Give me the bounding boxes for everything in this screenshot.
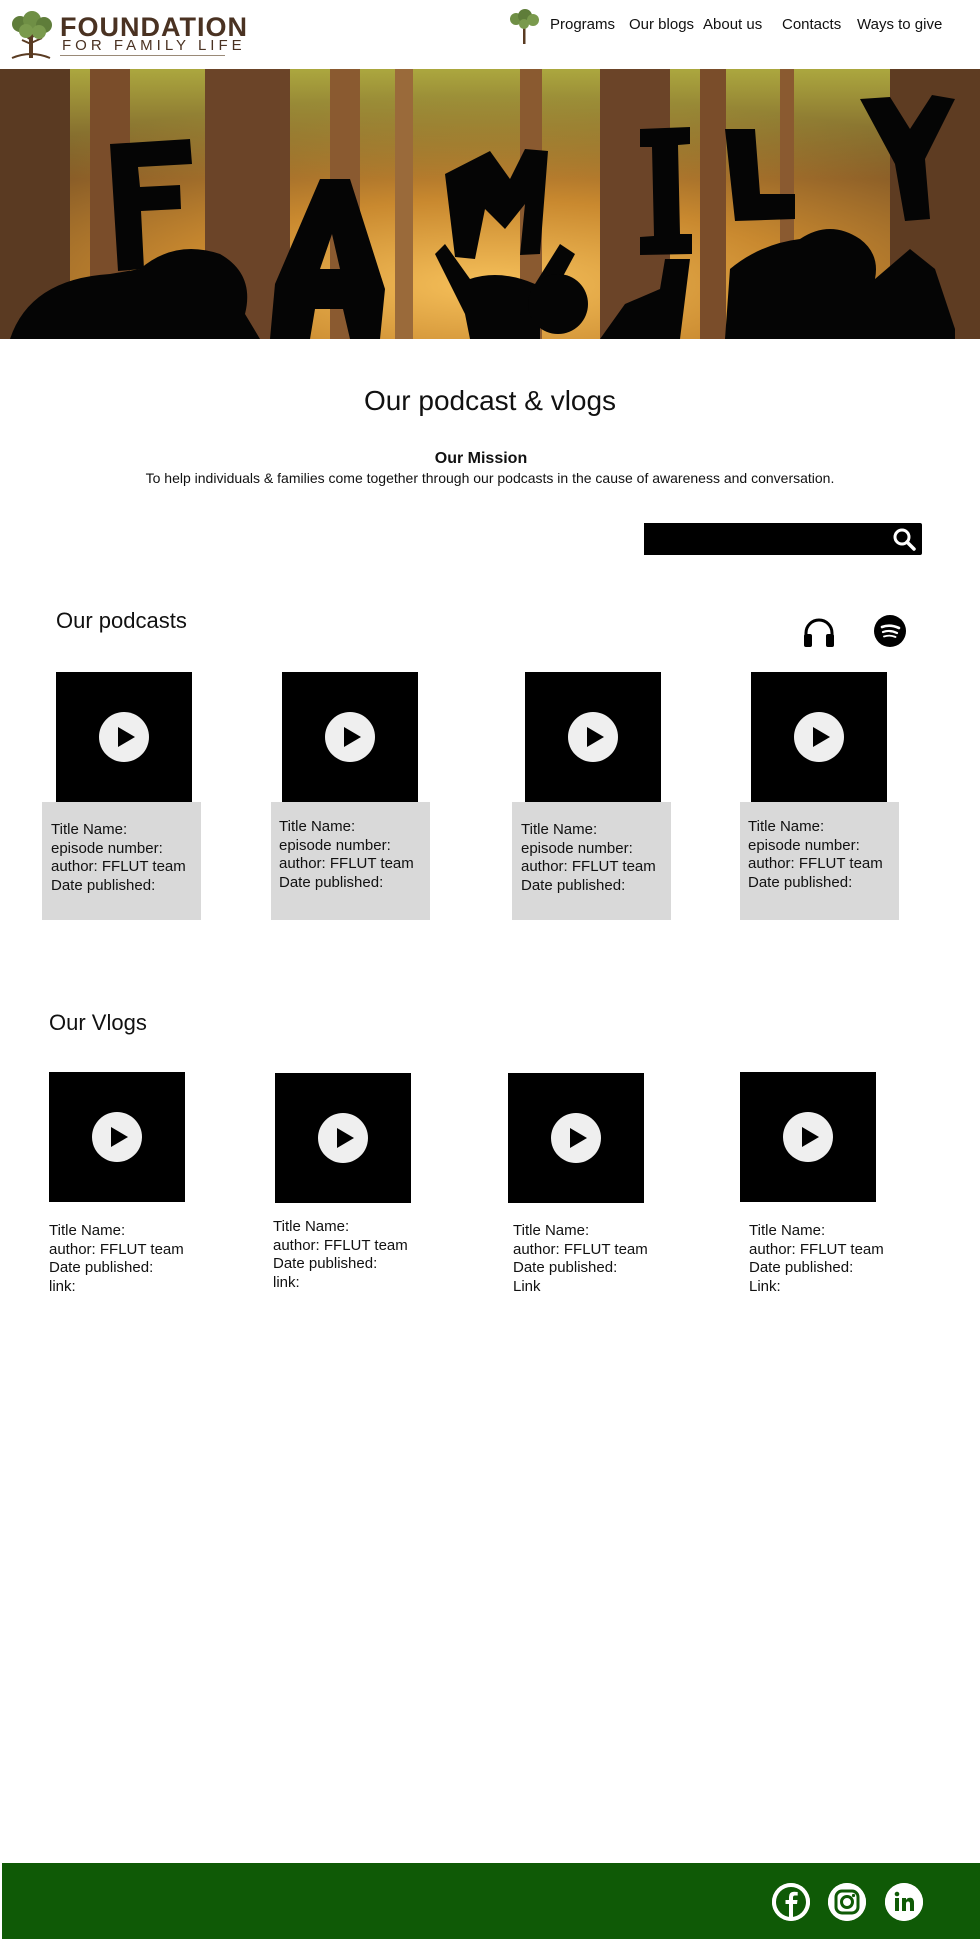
vlog-date: Date published: [513, 1259, 618, 1276]
podcast-meta [521, 821, 656, 895]
vlog-meta [273, 1218, 408, 1292]
headphones-icon [801, 614, 837, 650]
vlog-meta [749, 1222, 884, 1296]
podcast-thumbnail[interactable] [56, 672, 192, 802]
podcast-title: Title Name: [748, 818, 825, 835]
spotify-icon [874, 615, 906, 647]
podcast-meta [748, 818, 883, 892]
vlog-thumbnail[interactable] [275, 1073, 411, 1203]
vlog-title: Title Name: [513, 1222, 590, 1239]
podcast-episode: episode number: [279, 836, 391, 854]
play-icon [783, 1112, 833, 1162]
search-input[interactable] [644, 523, 884, 555]
vlogs-heading: Our Vlogs [49, 1010, 147, 1035]
facebook-icon [772, 1883, 810, 1921]
vlog-thumbnail[interactable] [740, 1072, 876, 1202]
vlog-thumbnail[interactable] [49, 1072, 185, 1202]
podcast-thumbnail[interactable] [525, 672, 661, 802]
play-icon [325, 712, 375, 762]
mission-heading: Our Mission [434, 450, 528, 467]
vlog-date: Date published: [749, 1259, 854, 1276]
instagram-icon [828, 1883, 866, 1921]
logo-title: FOUNDATION [60, 12, 248, 42]
search-button[interactable] [886, 523, 922, 555]
podcast-author: author: FFLUT team [279, 855, 414, 872]
podcast-title: Title Name: [521, 821, 598, 838]
mission-text: To help individuals & families come together through our podcasts in the cause of awareness and conversation. [145, 470, 835, 486]
vlog-meta [513, 1222, 648, 1296]
podcasts-heading: Our podcasts [56, 608, 187, 633]
play-icon [551, 1113, 601, 1163]
instagram-link[interactable] [828, 1883, 866, 1921]
nav-ways-to-give[interactable]: Ways to give [857, 16, 943, 33]
linkedin-link[interactable] [885, 1883, 923, 1921]
tree-icon [504, 8, 544, 46]
nav-about-us[interactable]: About us [703, 16, 763, 33]
nav-our-blogs[interactable]: Our blogs [629, 16, 695, 33]
podcast-author: author: FFLUT team [51, 858, 186, 875]
podcast-episode: episode number: [521, 839, 633, 857]
vlog-author: author: FFLUT team [749, 1240, 884, 1258]
podcast-meta [279, 818, 414, 892]
play-icon [794, 712, 844, 762]
tree-logo-icon [4, 10, 58, 60]
vlog-author: author: FFLUT team [513, 1240, 648, 1258]
play-icon [99, 712, 149, 762]
play-icon [318, 1113, 368, 1163]
podcast-thumbnail[interactable] [751, 672, 887, 802]
vlog-thumbnail[interactable] [508, 1073, 644, 1203]
podcast-date: Date published: [521, 876, 626, 894]
vlog-title: Title Name: [749, 1222, 826, 1239]
headphones-button[interactable] [801, 614, 837, 650]
hero-banner [0, 69, 980, 339]
vlog-link[interactable]: link: [49, 1277, 76, 1295]
play-icon [568, 712, 618, 762]
nav-programs[interactable]: Programs [550, 16, 616, 33]
vlog-author: author: FFLUT team [49, 1240, 184, 1258]
vlog-link[interactable]: link: [273, 1273, 300, 1291]
podcast-date: Date published: [748, 873, 853, 891]
logo-subtitle: FOR FAMILY LIFE [62, 37, 246, 54]
vlog-date: Date published: [49, 1259, 154, 1276]
vlog-title: Title Name: [49, 1222, 126, 1239]
podcast-title: Title Name: [279, 818, 356, 835]
podcast-date: Date published: [279, 873, 384, 891]
vlog-date: Date published: [273, 1255, 378, 1272]
search-icon [886, 523, 922, 555]
podcast-thumbnail[interactable] [282, 672, 418, 802]
podcast-title: Title Name: [51, 821, 128, 838]
facebook-link[interactable] [772, 1883, 810, 1921]
linkedin-icon [885, 1883, 923, 1921]
podcast-author: author: FFLUT team [748, 855, 883, 872]
vlog-author: author: FFLUT team [273, 1236, 408, 1254]
play-icon [92, 1112, 142, 1162]
podcast-episode: episode number: [748, 836, 860, 854]
vlog-title: Title Name: [273, 1218, 350, 1235]
vlog-meta [49, 1222, 184, 1296]
podcast-author: author: FFLUT team [521, 858, 656, 875]
vlog-link[interactable]: Link [513, 1277, 541, 1295]
spotify-button[interactable] [874, 615, 906, 647]
podcast-meta [51, 821, 186, 895]
hero-family-image [0, 69, 980, 339]
nav-contacts[interactable]: Contacts [782, 16, 842, 33]
page-title: Our podcast & vlogs [363, 385, 617, 416]
podcast-episode: episode number: [51, 839, 163, 857]
podcast-date: Date published: [51, 876, 156, 894]
vlog-link[interactable]: Link: [749, 1277, 781, 1295]
logo-divider [60, 55, 225, 56]
